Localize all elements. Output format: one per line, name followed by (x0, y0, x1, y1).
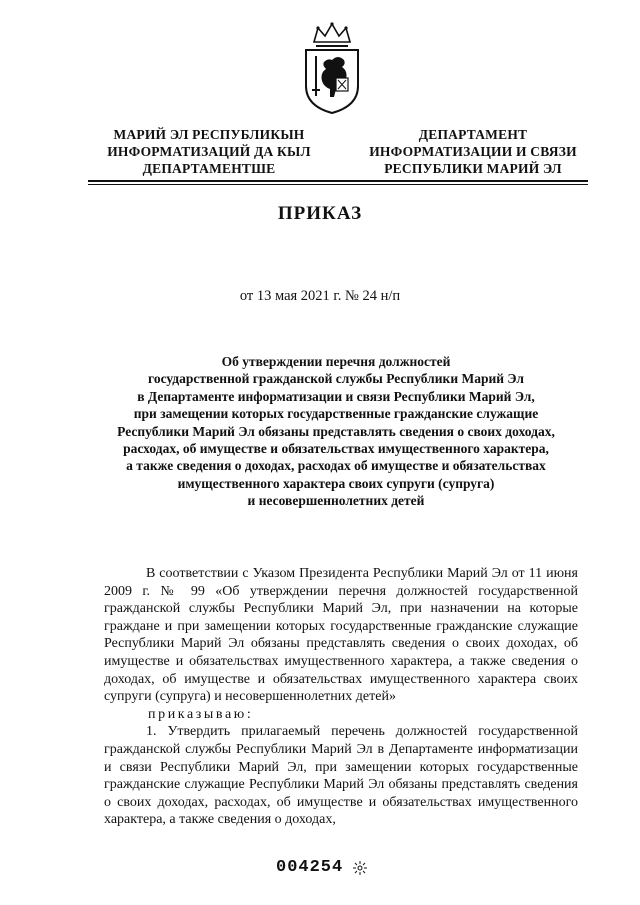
order-subject (94, 353, 578, 510)
header-left-line: ИНФОРМАТИЗАЦИЙ ДА КЫЛ (107, 144, 311, 159)
order-item-1: 1. Утвердить прилагаемый перечень должностей государственной гражданской службы Республики Марий Эл в Департаменте информатизации и связи Республики Марий Эл, при замещении которых государственные гражданские служащие Республики Марий Эл обязаны представлять сведения о своих доходах, расходах, об имуществе и обязательствах имущественного характера, а также сведения о доходах, (104, 724, 578, 828)
subject-line: и несовершеннолетних детей (247, 493, 425, 509)
coat-of-arms-icon (296, 20, 368, 116)
subject-line: расходах, об имуществе и обязательствах имущественного характера, (123, 441, 549, 457)
preamble-paragraph: В соответствии с Указом Президента Республики Марий Эл от 11 июня 2009 г. № 99 «Об утверждении перечня должностей государственной гражданской службы Республики Марий Эл, при назначении на которые граждане и при замещении которых государственные гражданские служащие Республики Марий Эл обязаны представлять сведения о своих доходах, об имуществе и обязательствах имущественного характера, а также сведения о доходах, об имуществе и обязательствах имущественного характера своих супруги (супруга) и несовершеннолетних детей» (104, 566, 578, 705)
ornament-mark-icon (352, 860, 368, 876)
header-left-org (92, 126, 326, 177)
order-directive: приказываю: (148, 706, 254, 722)
subject-line: в Департаменте информатизации и связи Республики Марий Эл, (137, 388, 535, 404)
document-body (104, 565, 578, 829)
subject-line: а также сведения о доходах, расходах об имуществе и обязательствах (126, 458, 546, 474)
subject-line: имущественного характера своих супруги (супруга) (177, 475, 495, 491)
header-divider-thick (88, 180, 588, 182)
header-left-line: ДЕПАРТАМЕНТШЕ (142, 161, 276, 176)
serial-number: 004254 (276, 858, 344, 877)
header-right-line: ДЕПАРТАМЕНТ (418, 127, 528, 142)
subject-line: при замещении которых государственные гражданские служащие (133, 406, 539, 422)
header-right-org (352, 126, 594, 177)
header-left-line: МАРИЙ ЭЛ РЕСПУБЛИКЫН (113, 127, 305, 142)
header-right-line: ИНФОРМАТИЗАЦИИ И СВЯЗИ (369, 144, 577, 159)
subject-line: Республики Марий Эл обязаны представлять сведения о своих доходах, (117, 423, 555, 439)
subject-line: Об утверждении перечня должностей (221, 354, 451, 369)
header-divider-thin (88, 184, 588, 185)
header-right-line: РЕСПУБЛИКИ МАРИЙ ЭЛ (384, 161, 562, 176)
document-title: ПРИКАЗ (277, 203, 363, 224)
subject-line: государственной гражданской службы Республики Марий Эл (148, 371, 524, 387)
order-date-number: от 13 мая 2021 г. № 24 н/п (239, 288, 401, 304)
